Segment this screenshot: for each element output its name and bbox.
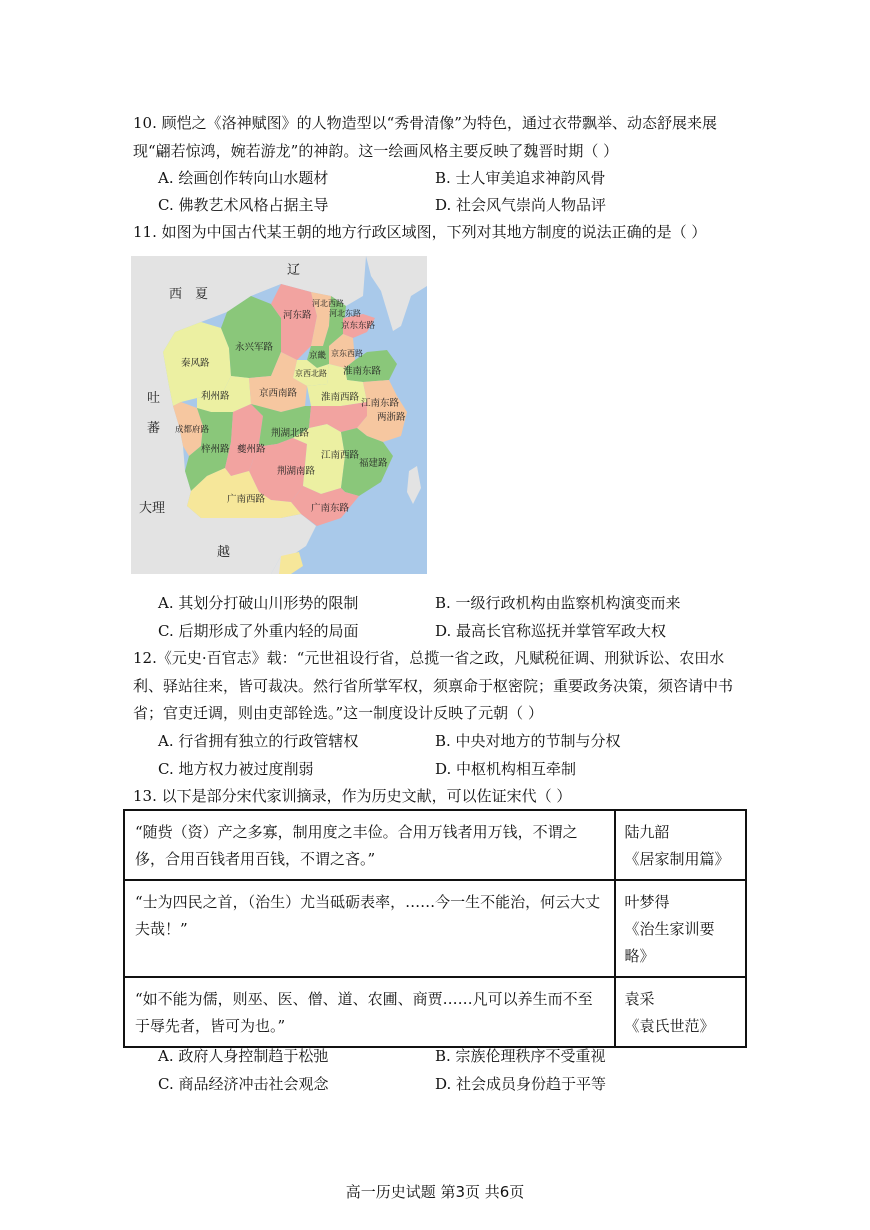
q12-option-b[interactable]: B. 中央对地方的节制与分权 (435, 732, 621, 750)
map-label-hebeixi: 河北西路 (312, 299, 344, 308)
map-label-chengdufu: 成都府路 (175, 425, 210, 435)
q10-option-b[interactable]: B. 士人审美追求神韵风骨 (435, 169, 606, 187)
map-label-jinghubei: 荆湖北路 (271, 428, 310, 439)
map-label-liao: 辽 (287, 263, 301, 278)
source-author: 袁采 (624, 990, 655, 1008)
q13-option-a[interactable]: A. 政府人身控制趋于松弛 (158, 1047, 329, 1065)
map-label-guangnandong: 广南东路 (311, 503, 350, 514)
q12-stem-line1: 12.《元史·百官志》载：“元世祖设行省，总揽一省之政，凡赋税征调、刑狱诉讼、农田水 (133, 649, 725, 667)
source-work: 《袁氏世范》 (624, 1017, 715, 1035)
map-label-tubo-2: 蕃 (147, 421, 161, 436)
map-label-zizhou: 梓州路 (201, 444, 230, 455)
map-label-jingxibei: 京西北路 (295, 369, 327, 378)
map-label-hedong: 河东路 (283, 310, 312, 321)
map-label-jingdongxi: 京东西路 (331, 349, 363, 358)
q10-option-c[interactable]: C. 佛教艺术风格占据主导 (158, 196, 329, 214)
map-label-yongxingjun: 永兴军路 (235, 342, 274, 353)
map-label-jingdongdong: 京东东路 (341, 321, 376, 331)
source-work: 《居家制用篇》 (624, 850, 730, 868)
map-label-guangnanxi: 广南西路 (227, 494, 266, 505)
quote-cell: “士为四民之首，（治生）尤当砥砺表率，……今一生不能治，何云大丈夫哉！” (124, 880, 615, 977)
map-label-hebeidong: 河北东路 (329, 309, 361, 318)
map-label-huainanxi: 淮南西路 (321, 392, 360, 403)
q12-option-a[interactable]: A. 行省拥有独立的行政管辖权 (158, 732, 359, 750)
q12-option-d[interactable]: D. 中枢机构相互牵制 (435, 760, 577, 778)
q12-option-c[interactable]: C. 地方权力被过度削弱 (158, 760, 314, 778)
map-label-jiangnandong: 江南东路 (361, 398, 400, 409)
q13-stem: 13. 以下是部分宋代家训摘录，作为历史文献，可以佐证宋代（ ） (133, 787, 572, 805)
q13-quote-table (123, 809, 747, 1048)
q13-option-c[interactable]: C. 商品经济冲击社会观念 (158, 1075, 329, 1093)
source-cell (615, 880, 746, 977)
table-row (124, 880, 746, 977)
source-author: 陆九韶 (624, 823, 670, 841)
map-label-lizhou: 利州路 (201, 391, 230, 402)
map-label-xixia-1: 西 (169, 287, 183, 302)
page-footer: 高一历史试题 第3页 共6页 (345, 1183, 525, 1201)
q11-option-d[interactable]: D. 最高长官称巡抚并掌管军政大权 (435, 622, 667, 640)
map-label-xixia-2: 夏 (195, 287, 209, 302)
table-row (124, 810, 746, 880)
map-label-qinfeng: 秦风路 (181, 358, 210, 369)
song-dynasty-map (131, 256, 427, 574)
q11-option-b[interactable]: B. 一级行政机构由监察机构演变而来 (435, 594, 681, 612)
q10-stem-line1: 10. 顾恺之《洛神赋图》的人物造型以“秀骨清像”为特色，通过衣带飘举、动态舒展来展 (133, 114, 717, 132)
map-label-tubo-1: 吐 (147, 391, 161, 406)
map-label-liangzhe: 两浙路 (377, 412, 406, 423)
q12-stem-line2: 利、驿站往来，皆可裁决。然行省所掌军权，须禀命于枢密院；重要政务决策，须咨请中书 (133, 677, 734, 695)
q13-option-b[interactable]: B. 宗族伦理秩序不受重视 (435, 1047, 606, 1065)
q11-option-c[interactable]: C. 后期形成了外重内轻的局面 (158, 622, 359, 640)
map-label-kuizhou: 夔州路 (237, 444, 266, 455)
map-label-huainandong: 淮南东路 (343, 366, 382, 377)
map-label-jiangnanxi: 江南西路 (321, 450, 360, 461)
q11-stem: 11. 如图为中国古代某王朝的地方行政区域图，下列对其地方制度的说法正确的是（ ） (133, 223, 707, 241)
source-cell (615, 977, 746, 1047)
q10-option-d[interactable]: D. 社会风气崇尚人物品评 (435, 196, 607, 214)
q12-stem-line3: 省；官吏迁调，则由吏部铨选。”这一制度设计反映了元朝（ ） (133, 704, 543, 722)
source-cell (615, 810, 746, 880)
quote-cell: “如不能为儒，则巫、医、僧、道、农圃、商贾……凡可以养生而不至于辱先者，皆可为也。” (124, 977, 615, 1047)
q13-option-d[interactable]: D. 社会成员身份趋于平等 (435, 1075, 607, 1093)
source-author: 叶梦得 (624, 893, 670, 911)
map-label-yue: 越 (217, 545, 231, 560)
q11-option-a[interactable]: A. 其划分打破山川形势的限制 (158, 594, 359, 612)
map-label-jingxinan: 京西南路 (259, 388, 298, 399)
map-label-dali: 大理 (139, 501, 166, 516)
quote-cell: “随赀（资）产之多寡，制用度之丰俭。合用万钱者用万钱，不谓之侈，合用百钱者用百钱，不谓之吝。” (124, 810, 615, 880)
q10-option-a[interactable]: A. 绘画创作转向山水题材 (158, 169, 329, 187)
map-label-fujian: 福建路 (359, 458, 388, 469)
map-label-jingji: 京畿 (309, 351, 327, 361)
table-row (124, 977, 746, 1047)
q10-stem-line2: 现“翩若惊鸿，婉若游龙”的神韵。这一绘画风格主要反映了魏晋时期（ ） (133, 142, 619, 160)
source-work: 《治生家训要略》 (624, 920, 715, 965)
map-label-jinghunan: 荆湖南路 (277, 466, 316, 477)
